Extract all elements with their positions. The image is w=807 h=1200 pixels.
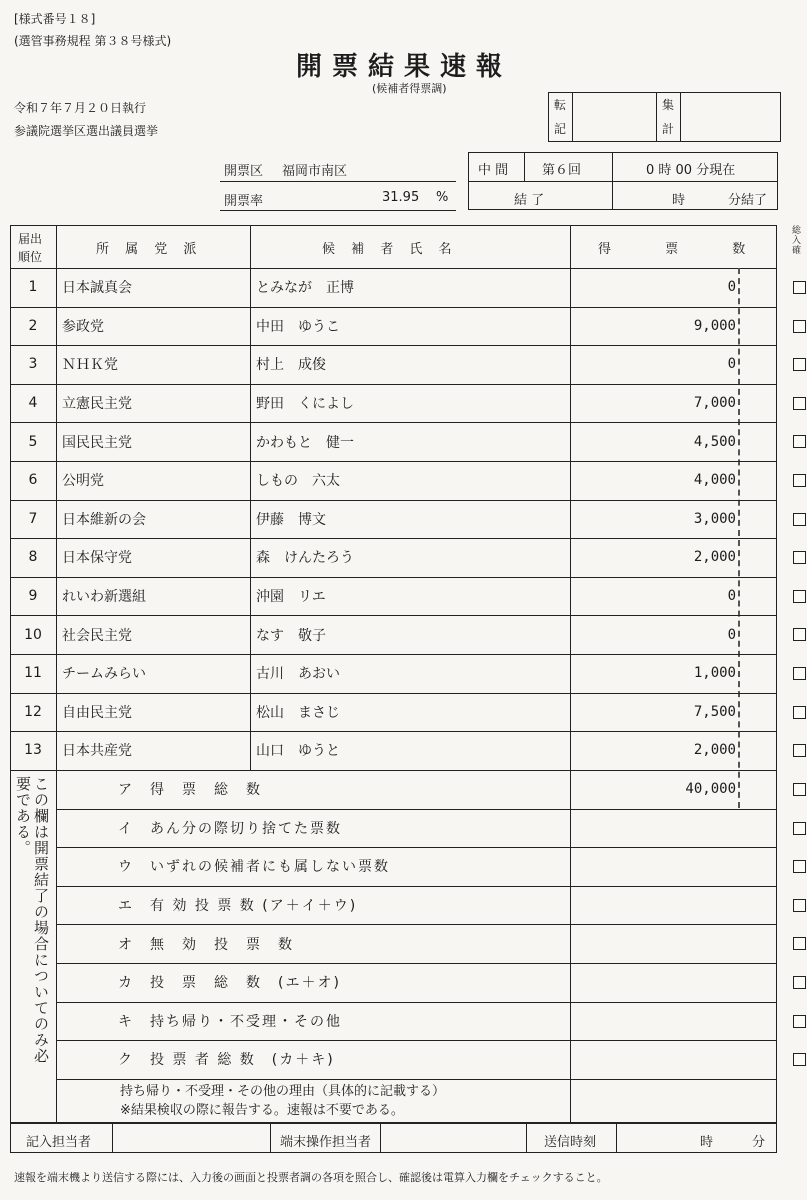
- row-number: 6: [28, 472, 38, 489]
- row-candidate-name: 古川 あおい: [256, 666, 340, 683]
- row-candidate-name: 松山 まさじ: [256, 704, 340, 721]
- row-party: 日本誠真会: [62, 280, 132, 297]
- row-votes: 9,000: [693, 317, 736, 334]
- reason-line-2: ※結果検収の際に報告する。速報は不要である。: [120, 1103, 404, 1118]
- end-minute-label: 分結了: [728, 193, 768, 208]
- interim-label: 中 間: [478, 163, 509, 178]
- row-check-box[interactable]: [793, 358, 806, 371]
- form-number: [様式番号１８]: [14, 12, 96, 26]
- summary-value: [576, 1040, 736, 1079]
- entry-staff-label: 記入担当者: [26, 1135, 92, 1150]
- end-hour-label: 時: [672, 193, 686, 208]
- row-check-box[interactable]: [793, 435, 806, 448]
- page-subtitle: (候補者得票調): [372, 82, 447, 95]
- summary-label: オ 無 効 投 票 数: [118, 936, 294, 953]
- row-number: 13: [24, 742, 42, 759]
- election-date: 令和７年７月２０日執行: [14, 101, 147, 115]
- row-candidate-name: とみなが 正博: [256, 280, 354, 297]
- row-check-box[interactable]: [793, 628, 806, 641]
- row-party: 参政党: [62, 318, 104, 335]
- row-candidate-name: 中田 ゆうこ: [256, 318, 340, 335]
- row-votes: 0: [727, 626, 736, 643]
- row-party: 公明党: [62, 473, 104, 490]
- row-votes: 7,000: [693, 395, 736, 412]
- terminal-staff-label: 端末操作担当者: [280, 1135, 372, 1150]
- col-party: 所 属 党 派: [96, 242, 203, 257]
- row-number: 12: [24, 703, 42, 720]
- row-check-box[interactable]: [793, 320, 806, 333]
- row-candidate-name: なす 敬子: [256, 627, 326, 644]
- summary-value: 40,000: [685, 781, 736, 798]
- row-candidate-name: 野田 くによし: [256, 396, 354, 413]
- regulation-text: (選管事務規程 第３８号様式): [14, 34, 172, 48]
- col-candidate-name: 候 補 者 氏 名: [322, 242, 458, 257]
- row-votes: 2,000: [693, 742, 736, 759]
- row-party: 日本維新の会: [62, 511, 146, 528]
- summary-label: ク 投 票 者 総 数 (カ＋キ): [118, 1052, 335, 1069]
- row-candidate-name: かわもと 健一: [256, 434, 354, 451]
- summary-label: ウ いずれの候補者にも属しない票数: [118, 859, 390, 876]
- summary-value: [576, 924, 736, 963]
- round-value: 第６回: [542, 163, 582, 178]
- election-name: 参議院選挙区選出議員選挙: [14, 124, 159, 138]
- row-number: 8: [28, 549, 38, 566]
- row-votes: 4,000: [693, 472, 736, 489]
- summary-check-box[interactable]: [793, 1053, 806, 1066]
- summary-check-box[interactable]: [793, 899, 806, 912]
- row-check-box[interactable]: [793, 281, 806, 294]
- row-check-box[interactable]: [793, 706, 806, 719]
- row-check-box[interactable]: [793, 397, 806, 410]
- row-number: 10: [24, 626, 42, 643]
- summary-check-box[interactable]: [793, 1015, 806, 1028]
- summary-value: [576, 886, 736, 925]
- row-votes: 0: [727, 279, 736, 296]
- row-candidate-name: 伊藤 博文: [256, 511, 326, 528]
- row-number: 2: [28, 317, 38, 334]
- send-hour-label: 時: [700, 1135, 714, 1150]
- page-title: 開票結果速報: [296, 52, 513, 82]
- summary-label: ア 得 票 総 数: [118, 782, 262, 799]
- row-votes: 7,500: [693, 703, 736, 720]
- total-label-1: 集: [662, 98, 675, 112]
- row-party: 社会民主党: [62, 627, 132, 644]
- row-votes: 0: [727, 588, 736, 605]
- row-number: 11: [24, 665, 42, 682]
- summary-label: キ 持ち帰り・不受理・その他: [118, 1013, 342, 1030]
- side-label: 総 入 確: [792, 226, 802, 256]
- summary-value: [576, 809, 736, 848]
- row-votes: 3,000: [693, 510, 736, 527]
- row-check-box[interactable]: [793, 551, 806, 564]
- row-check-box[interactable]: [793, 667, 806, 680]
- send-time-label: 送信時刻: [544, 1135, 597, 1150]
- transfer-label-2: 記: [554, 122, 567, 136]
- reason-line-1: 持ち帰り・不受理・その他の理由（具体的に記載する）: [120, 1084, 446, 1099]
- row-check-box[interactable]: [793, 474, 806, 487]
- row-number: 1: [28, 279, 38, 296]
- summary-check-box[interactable]: [793, 860, 806, 873]
- time-value: 0 時 00 分現在: [646, 163, 736, 178]
- row-votes: 1,000: [693, 665, 736, 682]
- row-party: 日本保守党: [62, 550, 132, 567]
- row-number: 5: [28, 433, 38, 450]
- rate-label: 開票率: [224, 194, 264, 209]
- row-candidate-name: しもの 六太: [256, 473, 340, 490]
- row-party: チームみらい: [62, 666, 146, 683]
- col-number-line1: 届出: [18, 232, 43, 246]
- col-votes: 得 票 数: [598, 242, 746, 257]
- summary-label: カ 投 票 総 数 (エ＋オ): [118, 975, 341, 992]
- summary-check-box[interactable]: [793, 783, 806, 796]
- row-party: れいわ新選組: [62, 589, 146, 606]
- footer-note: 速報を端末機より送信する際には、入力後の画面と投票者調の各項を照合し、確認後は電算入力欄をチェックすること。: [14, 1171, 608, 1184]
- summary-side-note: この欄は開票結了の場合についてのみ必要である。: [14, 776, 50, 1064]
- end-label: 結 了: [514, 193, 545, 208]
- district-label: 開票区: [224, 164, 264, 179]
- row-party: 国民民主党: [62, 434, 132, 451]
- summary-check-box[interactable]: [793, 937, 806, 950]
- row-party: 立憲民主党: [62, 396, 132, 413]
- total-label-2: 計: [662, 122, 675, 136]
- district-value: 福岡市南区: [282, 164, 348, 179]
- row-party: 自由民主党: [62, 704, 132, 721]
- rate-value: 31.95: [382, 190, 420, 205]
- row-check-box[interactable]: [793, 590, 806, 603]
- row-number: 9: [28, 588, 38, 605]
- row-check-box[interactable]: [793, 744, 806, 757]
- row-number: 4: [28, 395, 38, 412]
- col-number-line2: 順位: [18, 250, 43, 264]
- rate-unit: %: [436, 190, 449, 205]
- row-number: 3: [28, 356, 38, 373]
- summary-value: [576, 963, 736, 1002]
- send-minute-label: 分: [752, 1135, 766, 1150]
- row-party: 日本共産党: [62, 743, 132, 760]
- row-votes: 0: [727, 356, 736, 373]
- row-check-box[interactable]: [793, 513, 806, 526]
- row-candidate-name: 村上 成俊: [256, 357, 326, 374]
- row-candidate-name: 沖園 リエ: [256, 589, 326, 606]
- row-votes: 2,000: [693, 549, 736, 566]
- transfer-label-1: 転: [554, 98, 567, 112]
- row-candidate-name: 森 けんたろう: [256, 550, 354, 567]
- row-party: ＮＨＫ党: [62, 357, 118, 374]
- summary-label: イ あん分の際切り捨てた票数: [118, 820, 342, 837]
- footer-staff-bar: [10, 1123, 777, 1153]
- row-candidate-name: 山口 ゆうと: [256, 743, 340, 760]
- summary-value: [576, 847, 736, 886]
- row-number: 7: [28, 510, 38, 527]
- summary-check-box[interactable]: [793, 822, 806, 835]
- summary-label: エ 有 効 投 票 数 (ア＋イ＋ウ): [118, 898, 358, 915]
- summary-check-box[interactable]: [793, 976, 806, 989]
- summary-value: [576, 1002, 736, 1041]
- row-votes: 4,500: [693, 433, 736, 450]
